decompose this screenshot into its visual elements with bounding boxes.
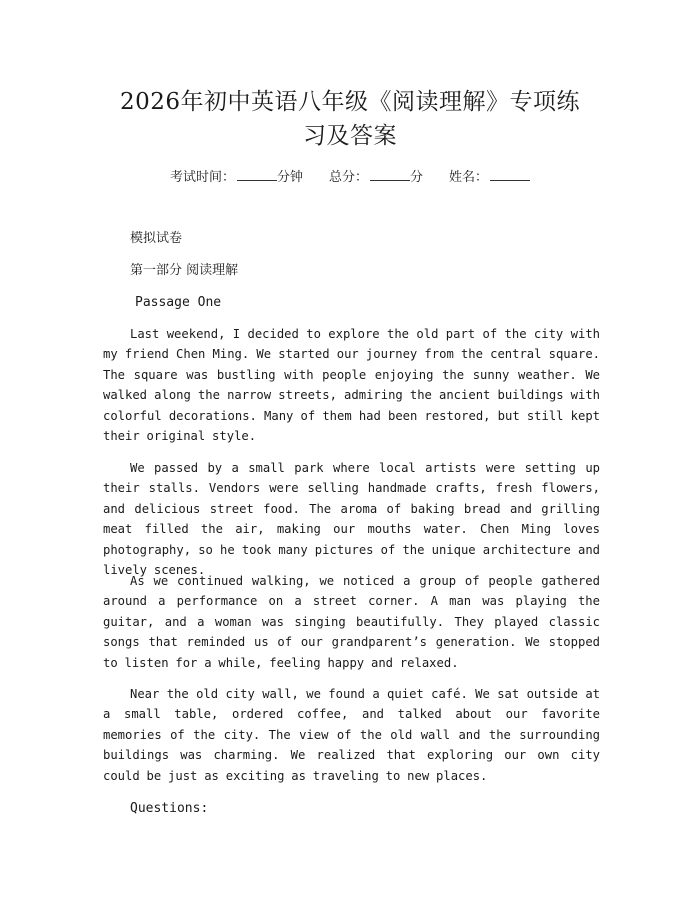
exam-score-unit: 分 [410, 170, 424, 185]
passage-paragraph: Near the old city wall, we found a quiet café. We sat outside at a small table, ordered coffee, and talked about our favorite memories of the city. The view of the old wall and the surrounding buildings was charming. We realized that exploring our own city could be just as exciting as traveling to new places. [103, 687, 600, 783]
exam-time-blank [237, 168, 277, 181]
exam-score-blank [370, 168, 410, 181]
exam-time-label: 考试时间： [169, 170, 235, 185]
exam-name-blank [490, 168, 530, 181]
document-title-line-2: 习及答案 [303, 123, 397, 149]
questions-label: Questions: [130, 801, 209, 816]
passage-paragraph: Last weekend, I decided to explore the old part of the city with my friend Chen Ming. We started our journey from the central square. The square was bustling with people enjoying the sunny weather. We walked along the narrow streets, admiring the ancient buildings with colorful decorations. Many of them had been restored, but still kept their original style. [103, 327, 600, 444]
part-label: 第一部分 阅读理解 [130, 263, 239, 278]
exam-name-field [449, 170, 530, 185]
exam-meta [0, 168, 700, 188]
passage-paragraph: As we continued walking, we noticed a group of people gathered around a performance on a street corner. A man was playing the guitar, and a woman was singing beautifully. They played classic songs that reminded us of our grandparent’s generation. We stopped to listen for a while, feeling happy and relaxed. [103, 574, 600, 670]
section-label: 模拟试卷 [130, 231, 183, 246]
exam-time-unit: 分钟 [276, 170, 303, 185]
exam-time-field [170, 170, 303, 185]
passage-title: Passage One [135, 295, 222, 310]
exam-score-label: 总分： [328, 170, 368, 185]
document-title-line-1: 2026年初中英语八年级《阅读理解》专项练 [119, 89, 581, 115]
passage-paragraph: We passed by a small park where local artists were setting up their stalls. Vendors were selling handmade crafts, fresh flowers, and delicious street food. The aroma of baking bread and grilling meat filled the air, making our mouths water. Chen Ming loves photography, so he took many pictures of the unique architecture and lively scenes. [103, 461, 600, 578]
exam-score-field [329, 170, 423, 185]
exam-name-label: 姓名： [449, 170, 489, 185]
